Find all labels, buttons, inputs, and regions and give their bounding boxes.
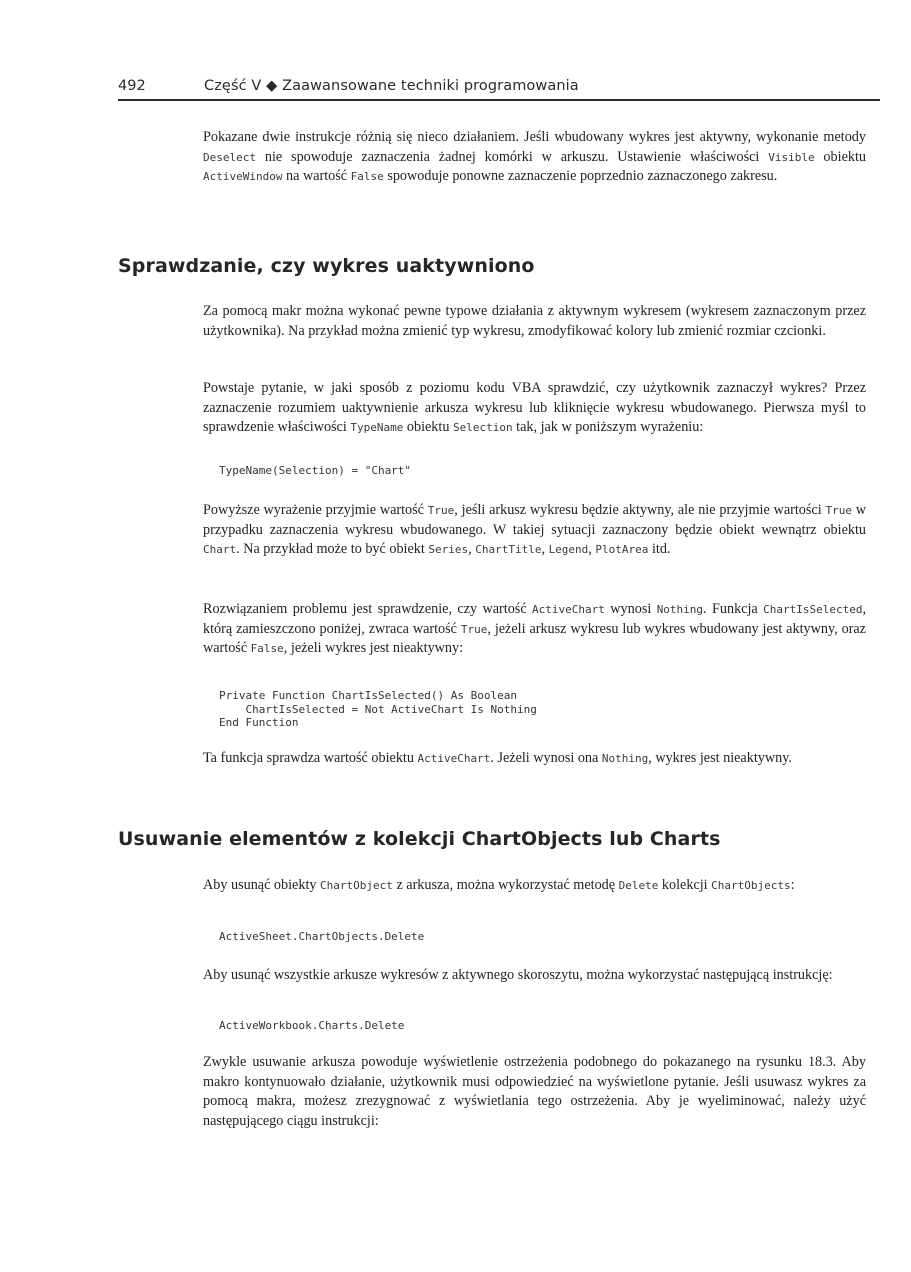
text: Zwykle usuwanie arkusza powoduje wyświetlenie ostrzeżenia podobnego do pokazanego na rysunku 18.3. Aby makro kontynuowało działanie, użytkownik musi odpowiedzieć na wyświetlone pytanie. Jeśli usuwasz wykres za pomocą makra, możesz zrezygnować z wyświetlania tego ostrzeżenia. Aby je wyeliminować, należy użyć następującego ciągu instrukcji: xyxy=(203,1054,866,1129)
inline-code: Delete xyxy=(618,879,659,892)
paragraph-2 xyxy=(203,302,866,341)
section-heading-1: Sprawdzanie, czy wykres uaktywniono xyxy=(118,255,535,277)
text: , którą zamieszczono poniżej, zwraca wartość xyxy=(203,601,866,637)
inline-code: ChartTitle xyxy=(475,543,542,557)
text: , xyxy=(588,541,596,558)
inline-code: TypeName xyxy=(350,421,404,435)
inline-code: ChartObject xyxy=(320,879,393,892)
text: . Na przykład może to być obiekt xyxy=(236,541,429,558)
text: , jeżeli arkusz wykresu lub wykres wbudowany jest aktywny, oraz wartość xyxy=(203,620,866,657)
inline-code: Deselect xyxy=(203,150,256,164)
text: , jeśli arkusz wykresu będzie aktywny, ale nie przyjmie wartości xyxy=(454,502,826,518)
code-block-3: ActiveSheet.ChartObjects.Delete xyxy=(219,930,425,943)
inline-code: PlotArea xyxy=(595,543,649,557)
inline-code: ActiveChart xyxy=(532,603,605,616)
inline-code: ChartObjects xyxy=(711,879,791,892)
paragraph-4 xyxy=(203,501,866,560)
text: . Jeżeli wynosi ona xyxy=(490,750,602,766)
text: nie spowoduje zaznaczenia żadnej komórki w arkuszu. Ustawienie właściwości xyxy=(255,148,769,165)
inline-code: True xyxy=(825,504,852,517)
code-block-2: Private Function ChartIsSelected() As Boolean ChartIsSelected = Not ActiveChart Is Nothing End Function xyxy=(219,689,537,729)
text: obiektu xyxy=(403,419,453,436)
text: . Funkcja xyxy=(703,601,764,617)
text: Pokazane dwie instrukcje różnią się nieco działaniem. Jeśli wbudowany wykres jest aktywny, wykonanie metody xyxy=(203,129,866,145)
text: , xyxy=(468,541,476,558)
inline-code: Legend xyxy=(548,543,589,557)
text: Powstaje pytanie, w jaki sposób z poziomu kodu VBA sprawdzić, czy użytkownik zaznaczył wykres? Przez zaznaczenie rozumiem uaktywnienie arkusza wykresu lub kliknięcie wykresu wbudowanego. Pierwsza myśl to sprawdzenie właściwości xyxy=(203,380,866,436)
paragraph-1 xyxy=(203,128,866,187)
paragraph-9 xyxy=(203,1053,866,1131)
text: kolekcji xyxy=(658,877,712,893)
running-head xyxy=(118,74,878,100)
text: Aby usunąć obiekty xyxy=(203,877,321,893)
text: , jeżeli wykres jest nieaktywny: xyxy=(283,640,464,657)
page-number: 492 xyxy=(118,78,146,94)
text: Powyższe wyrażenie przyjmie wartość xyxy=(203,502,428,518)
running-title: Część V ◆ Zaawansowane techniki programowania xyxy=(204,78,579,94)
text: , wykres jest nieaktywny. xyxy=(648,750,792,766)
inline-code: Nothing xyxy=(656,603,704,616)
text: z arkusza, można wykorzystać metodę xyxy=(392,877,619,893)
inline-code: ChartIsSelected xyxy=(763,603,863,616)
text: w przypadku zaznaczenia wykresu wbudowanego. W takiej sytuacji zaznaczony będzie obiekt wewnątrz obiektu xyxy=(203,502,866,538)
paragraph-7 xyxy=(203,876,866,896)
text: Aby usunąć wszystkie arkusze wykresów z aktywnego skoroszytu, można wykorzystać następującą instrukcję: xyxy=(203,967,833,983)
text: na wartość xyxy=(282,168,351,185)
inline-code: Series xyxy=(428,543,469,557)
text: , xyxy=(541,541,549,558)
header-rule xyxy=(118,99,880,101)
section-heading-2: Usuwanie elementów z kolekcji ChartObjects lub Charts xyxy=(118,828,721,850)
inline-code: Nothing xyxy=(601,752,649,765)
inline-code: Visible xyxy=(768,150,815,164)
paragraph-6 xyxy=(203,749,866,769)
text: spowoduje ponowne zaznaczenie poprzednio zaznaczonego zakresu. xyxy=(383,168,778,185)
text: itd. xyxy=(648,541,671,558)
text: Rozwiązaniem problemu jest sprawdzenie, czy wartość xyxy=(203,601,533,617)
paragraph-8 xyxy=(203,966,866,986)
inline-code: True xyxy=(460,622,488,636)
inline-code: True xyxy=(427,504,455,517)
code-block-1: TypeName(Selection) = "Chart" xyxy=(219,464,412,477)
inline-code: False xyxy=(250,642,284,656)
paragraph-3 xyxy=(203,379,866,438)
code-block-4: ActiveWorkbook.Charts.Delete xyxy=(219,1019,405,1032)
text: obiektu xyxy=(814,148,866,165)
text: tak, jak w poniższym wyrażeniu: xyxy=(512,419,704,436)
text: : xyxy=(790,877,795,893)
inline-code: Chart xyxy=(203,543,237,557)
inline-code: False xyxy=(350,170,384,184)
inline-code: Selection xyxy=(452,421,513,435)
text: Ta funkcja sprawdza wartość obiektu xyxy=(203,750,418,766)
inline-code: ActiveChart xyxy=(417,752,491,765)
text: wynosi xyxy=(604,601,657,617)
paragraph-5 xyxy=(203,600,866,659)
text: Za pomocą makr można wykonać pewne typowe działania z aktywnym wykresem (wykresem zaznaczonym przez użytkownika). Na przykład można zmienić typ wykresu, zmodyfikować kolory lub zmienić rozmiar czcionki. xyxy=(203,303,866,339)
inline-code: ActiveWindow xyxy=(203,170,283,184)
